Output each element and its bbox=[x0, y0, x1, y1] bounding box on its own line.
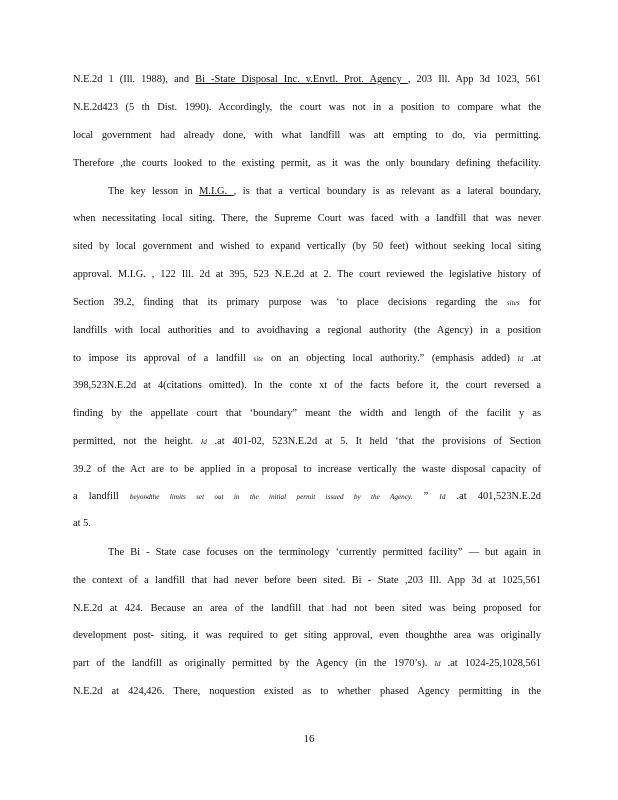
text-line: Therefore ,the courts looked to the existing permit, as it was the only boundary defining thefacility. bbox=[73, 158, 541, 169]
text-line: N.E.2d at 424. Because an area of the landfill that had not been sited was being proposed for bbox=[73, 603, 541, 614]
text-line: N.E.2d 1 (Ill. 1988), and Bi -State Disposal Inc. v.Envtl. Prot. Agency , 203 Ill. App 3d 1023, 561 bbox=[73, 74, 542, 85]
text-line: approval. M.I.G. , 122 Ill. 2d at 395, 523 N.E.2d at 2. The court reviewed the legislative history of bbox=[73, 269, 541, 280]
text-line: to impose its approval of a landfill site on an objecting local authority.” (emphasis added) Id .at bbox=[73, 353, 541, 364]
italic-citation: Id bbox=[517, 355, 524, 363]
italic-citation: Id bbox=[434, 660, 441, 668]
text-line: 39.2 of the Act are to be applied in a proposal to increase vertically the waste disposal capacity of bbox=[73, 464, 541, 475]
italic-citation: Id bbox=[439, 493, 446, 501]
text-line: finding by the appellate court that ‘boundary” meant the width and length of the facilit y as bbox=[73, 408, 541, 419]
text-line: N.E.2d423 (5 th Dist. 1990). Accordingly, the court was not in a position to compare what the bbox=[73, 102, 541, 113]
underlined-citation: M.I.G. bbox=[199, 186, 234, 197]
text-line: when necessitating local siting. There, the Supreme Court was faced with a landfill that was never bbox=[73, 213, 541, 224]
italic-citation: beyondthe limits set out in the initial permit issued by the Agency. bbox=[129, 493, 413, 501]
text-line: Section 39.2, finding that its primary purpose was ‘to place decisions regarding the sites for bbox=[73, 297, 541, 308]
text-line: local government had already done, with what landfill was att empting to do, via permitting. bbox=[73, 130, 541, 141]
text-line: permitted, not the height. Id .at 401-02, 523N.E.2d at 5. It held ‘that the provisions of Section bbox=[73, 436, 541, 447]
underlined-citation: Bi -State Disposal Inc. v.Envtl. Prot. Agency bbox=[195, 74, 408, 85]
text-line: The Bi - State case focuses on the terminology ‘currently permitted facility” — but again in bbox=[108, 547, 541, 558]
text-line: a landfill beyondthe limits set out in the initial permit issued by the Agency. ” Id .at 401,523N.E.2d bbox=[73, 491, 541, 502]
italic-citation: Id bbox=[200, 438, 207, 446]
text-line: The key lesson in M.I.G. , is that a vertical boundary is as relevant as a lateral boundary, bbox=[108, 186, 541, 197]
text-line: sited by local government and wished to expand vertically (by 50 feet) without seeking local siting bbox=[73, 241, 541, 252]
text-line: landfills with local authorities and to avoidhaving a regional authority (the Agency) in a position bbox=[73, 325, 541, 336]
text-line: N.E.2d at 424,426. There, noquestion existed as to whether phased Agency permitting in the bbox=[73, 686, 541, 697]
text-line: 398,523N.E.2d at 4(citations omitted). In the conte xt of the facts before it, the court reversed a bbox=[73, 380, 541, 391]
text-line: part of the landfill as originally permitted by the Agency (in the 1970’s). Id .at 1024-25,1028,561 bbox=[73, 658, 541, 669]
italic-citation: sites bbox=[506, 299, 520, 307]
text-line: the context of a landfill that had never before been sited. Bi - State ,203 Ill. App 3d at 1025,561 bbox=[73, 575, 541, 586]
page-number: 16 bbox=[303, 733, 315, 745]
italic-citation: site bbox=[253, 355, 264, 363]
text-line: at 5. bbox=[73, 518, 91, 529]
text-line: development post- siting, it was required to get siting approval, even thoughthe area was originally bbox=[73, 630, 541, 641]
